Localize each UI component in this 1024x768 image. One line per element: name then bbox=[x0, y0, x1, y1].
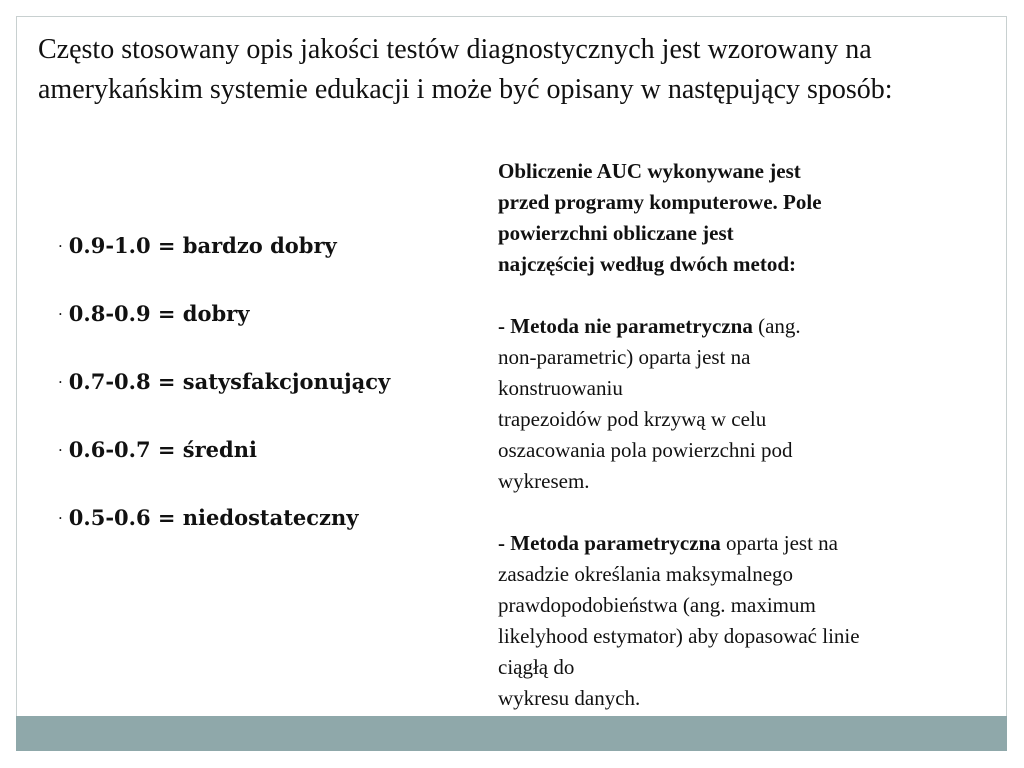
method-nonparametric bbox=[498, 311, 993, 497]
method-text: wykresu danych. bbox=[498, 686, 641, 710]
intro-line: najczęściej według dwóch metod: bbox=[498, 252, 797, 276]
method-text: konstruowaniu bbox=[498, 376, 623, 400]
grade-text: 0.7-0.8 = satysfakcjonujący bbox=[68, 369, 391, 394]
bullet: · bbox=[58, 305, 63, 323]
grade-item bbox=[58, 228, 478, 264]
method-text: non-parametric) oparta jest na bbox=[498, 345, 751, 369]
bullet: · bbox=[58, 441, 63, 459]
grade-text: 0.8-0.9 = dobry bbox=[68, 301, 250, 326]
grade-list bbox=[58, 228, 478, 568]
grade-item bbox=[58, 296, 478, 332]
method-text: ciągłą do bbox=[498, 655, 575, 679]
method-text: oparta jest na bbox=[720, 531, 838, 555]
auc-description bbox=[498, 156, 993, 714]
intro-line: powierzchni obliczane jest bbox=[498, 221, 734, 245]
auc-intro bbox=[498, 156, 993, 280]
method-text: wykresem. bbox=[498, 469, 590, 493]
grade-item bbox=[58, 432, 478, 468]
bullet: · bbox=[58, 509, 63, 527]
grade-text: 0.9-1.0 = bardzo dobry bbox=[68, 233, 337, 258]
method-text: (ang. bbox=[752, 314, 801, 338]
method-text: prawdopodobieństwa (ang. maximum bbox=[498, 593, 816, 617]
grade-item bbox=[58, 364, 478, 400]
method-heading: - Metoda nie parametryczna bbox=[498, 314, 753, 338]
bullet: · bbox=[58, 237, 63, 255]
bullet: · bbox=[58, 373, 63, 391]
slide-title: Często stosowany opis jakości testów diagnostycznych jest wzorowany na amerykańskim systemie edukacji i może być opisany w następujący sposób: bbox=[38, 34, 893, 105]
grade-item bbox=[58, 500, 478, 536]
method-text: trapezoidów pod krzywą w celu bbox=[498, 407, 767, 431]
grade-text: 0.5-0.6 = niedostateczny bbox=[68, 505, 359, 530]
intro-line: przed programy komputerowe. Pole bbox=[498, 190, 822, 214]
method-text: oszacowania pola powierzchni pod bbox=[498, 438, 793, 462]
intro-line: Obliczenie AUC wykonywane jest bbox=[498, 159, 801, 183]
method-text: zasadzie określania maksymalnego bbox=[498, 562, 794, 586]
method-parametric bbox=[498, 528, 993, 714]
footer-band bbox=[16, 716, 1007, 751]
method-text: likelyhood estymator) aby dopasować linie bbox=[498, 624, 860, 648]
grade-text: 0.6-0.7 = średni bbox=[68, 437, 257, 462]
method-heading: - Metoda parametryczna bbox=[498, 531, 721, 555]
